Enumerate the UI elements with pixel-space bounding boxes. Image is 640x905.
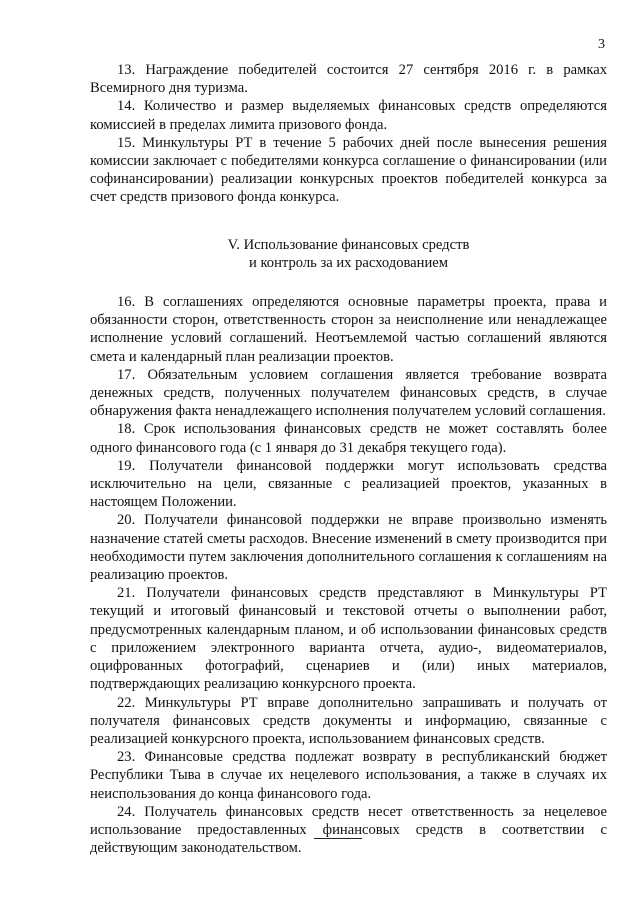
section-heading-line-1: V. Использование финансовых средств: [227, 236, 470, 253]
paragraph-22: 22. Минкультуры РТ вправе дополнительно запрашивать и получать от получателя финансовых средств документы и информацию, связанные с реализацией конкурсного проекта, использованием финансовых средств.: [90, 694, 607, 747]
paragraph-16: 16. В соглашениях определяются основные параметры проекта, права и обязанности сторон, ответственность сторон за неисполнение или ненадлежащее исполнение условий соглашений. Неотъемлемой частью соглашений являются смета и календарный план реализации проектов.: [90, 294, 607, 365]
paragraph-13: 13. Награждение победителей состоится 27 сентября 2016 г. в рамках Всемирного дня туризма.: [90, 62, 607, 97]
page-number: 3: [598, 37, 605, 52]
paragraph-23: 23. Финансовые средства подлежат возврату в республиканский бюджет Республики Тыва в случае их нецелевого использования, а также в случаях их неиспользования до конца финансового года.: [90, 749, 607, 802]
paragraph-24: 24. Получатель финансовых средств несет ответственность за нецелевое использование предоставленных финансовых средств в соответствии с действующим законодательством.: [90, 803, 607, 857]
section-heading: [90, 236, 607, 272]
paragraph-17: 17. Обязательным условием соглашения является требование возврата денежных средств, полученных получателем финансовых средств, в случае обнаружения факта ненадлежащего исполнения получателем условий соглашения.: [90, 366, 607, 420]
document-body: [90, 61, 607, 857]
section-heading-line-2: и контроль за их расходованием: [248, 254, 448, 271]
end-of-document-rule: [314, 838, 362, 839]
paragraph-21: 21. Получатели финансовых средств представляют в Минкультуры РТ текущий и итоговый финансовый и текстовой отчеты о выполнении работ, предусмотренных календарным планом, и об использовании финансовых средств с приложением электронного варианта отчета, аудио-, видеоматериалов, оцифрованных фотографий, сценариев и (или) иных материалов, подтверждающих реализацию конкурсного проекта.: [90, 585, 607, 693]
paragraph-14: 14. Количество и размер выделяемых финансовых средств определяются комиссией в пределах лимита призового фонда.: [90, 98, 607, 133]
paragraph-18: 18. Срок использования финансовых средств не может составлять более одного финансового года (с 1 января до 31 декабря текущего года).: [90, 421, 607, 456]
paragraph-19: 19. Получатели финансовой поддержки могут использовать средства исключительно на цели, связанные с реализацией проектов, указанных в настоящем Положении.: [90, 457, 607, 511]
paragraph-15: 15. Минкультуры РТ в течение 5 рабочих дней после вынесения решения комиссии заключает с победителями конкурса соглашение о финансировании (или софинансировании) реализации конкурсных проектов победителей конкурса за счет средств призового фонда конкурса.: [90, 134, 607, 206]
paragraph-20: 20. Получатели финансовой поддержки не вправе произвольно изменять назначение статей сметы расходов. Внесение изменений в смету производится при необходимости путем заключения дополнительного соглашения к соглашениям на реализацию проектов.: [90, 512, 607, 584]
